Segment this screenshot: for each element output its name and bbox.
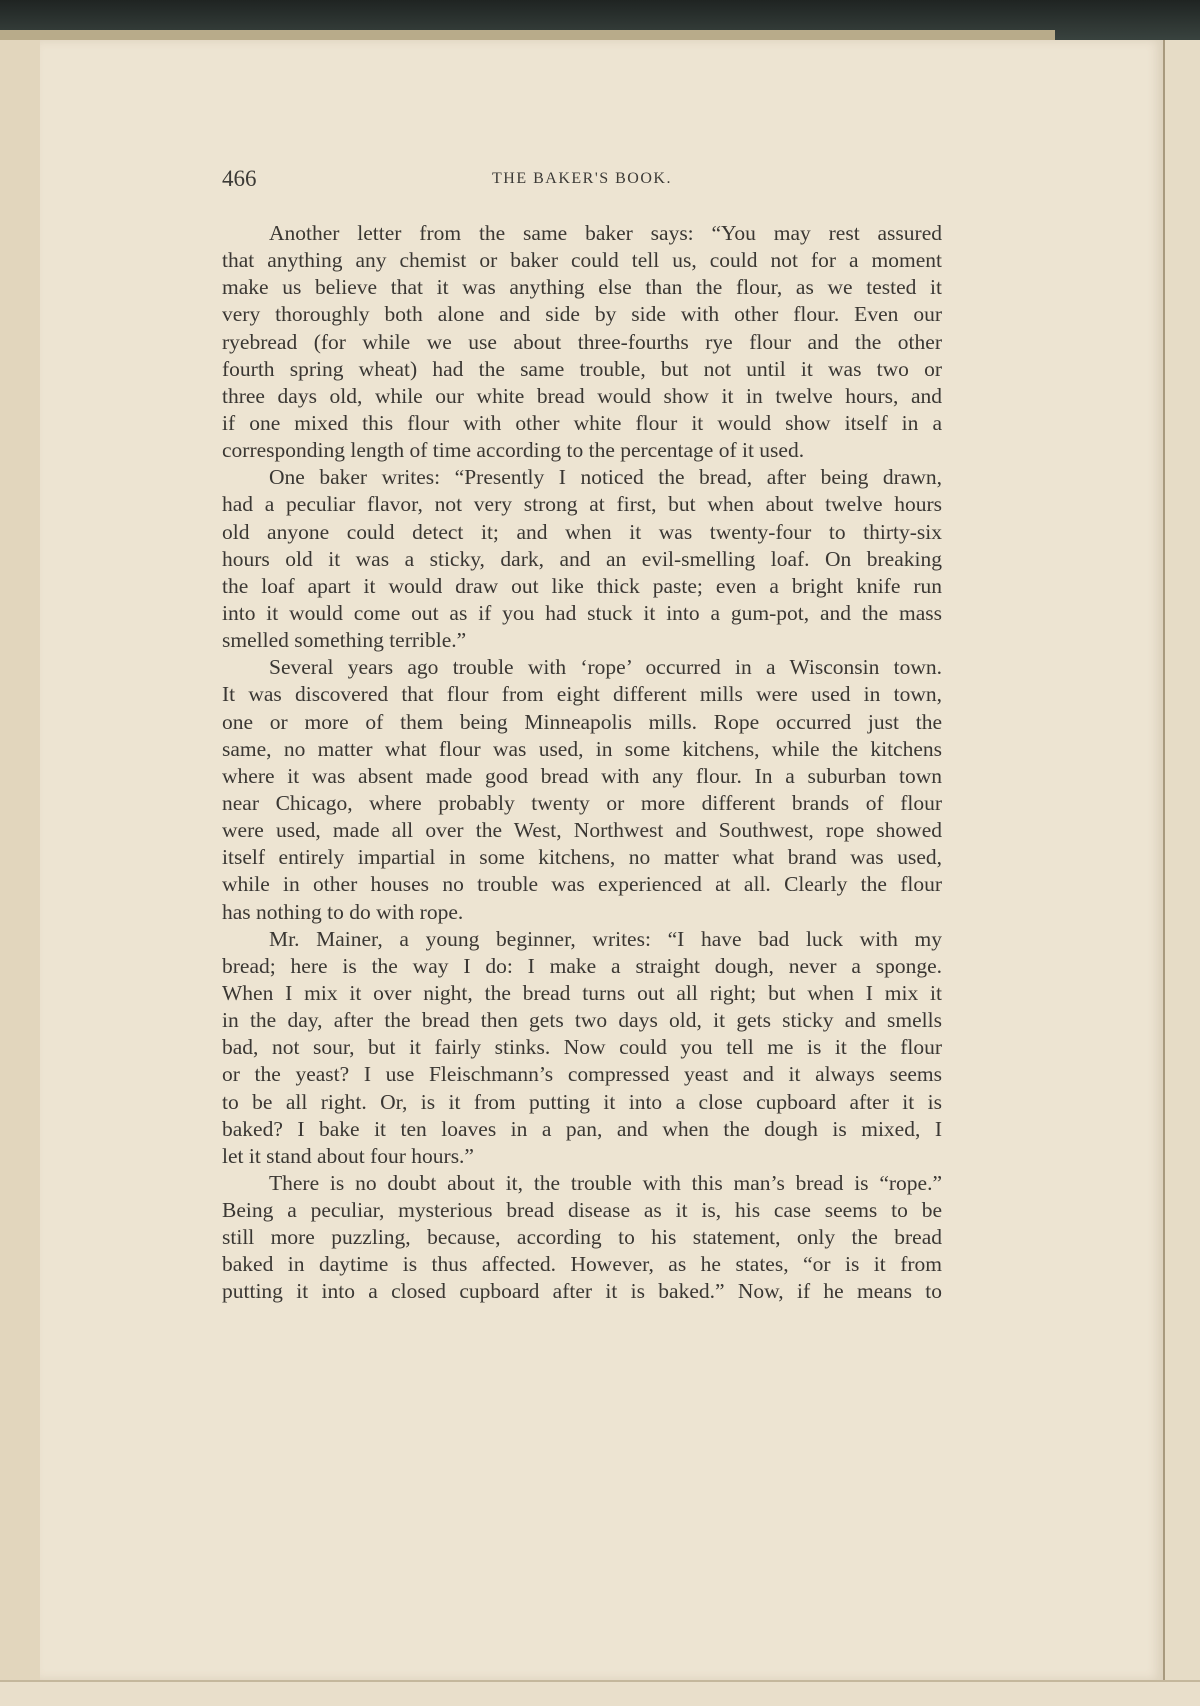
text-line: make us believe that it was anything else than the flour, as we tested it xyxy=(222,275,942,300)
text-line: while in other houses no trouble was experienced at all. Clearly the flour xyxy=(222,872,942,897)
text-line: One baker writes: “Presently I noticed the bread, after being drawn, xyxy=(269,465,942,490)
text-line: still more puzzling, because, according to his statement, only the bread xyxy=(222,1225,942,1250)
text-line: had a peculiar flavor, not very strong at first, but when about twelve hours xyxy=(222,492,942,517)
page-body-text xyxy=(222,220,942,1306)
text-line: There is no doubt about it, the trouble with this man’s bread is “rope.” xyxy=(269,1170,942,1195)
text-line: Being a peculiar, mysterious bread disease as it is, his case seems to be xyxy=(222,1198,942,1223)
text-line: corresponding length of time according to the percentage of it used. xyxy=(222,438,805,463)
text-line: or the yeast? I use Fleischmann’s compressed yeast and it always seems xyxy=(222,1062,942,1087)
paragraph xyxy=(222,654,942,925)
paragraph xyxy=(222,220,942,464)
text-line: to be all right. Or, is it from putting it into a close cupboard after it is xyxy=(222,1089,942,1114)
text-line: bad, not sour, but it fairly stinks. Now could you tell me is it the flour xyxy=(222,1035,942,1060)
paragraph xyxy=(222,926,942,1170)
text-line: the loaf apart it would draw out like thick paste; even a bright knife run xyxy=(222,573,942,598)
text-line: When I mix it over night, the bread turns out all right; but when I mix it xyxy=(222,980,942,1005)
paragraph xyxy=(222,464,942,654)
text-line: same, no matter what flour was used, in some kitchens, while the kitchens xyxy=(222,736,942,761)
page-header xyxy=(222,166,942,196)
text-line: fourth spring wheat) had the same trouble, but not until it was two or xyxy=(222,356,942,381)
text-line: old anyone could detect it; and when it was twenty-four to thirty-six xyxy=(222,519,942,544)
text-line: in the day, after the bread then gets two days old, it gets sticky and smells xyxy=(222,1008,942,1033)
running-head: THE BAKER'S BOOK. xyxy=(492,170,672,187)
text-line: near Chicago, where probably twenty or more different brands of flour xyxy=(222,790,942,815)
text-line: very thoroughly both alone and side by side with other flour. Even our xyxy=(222,302,942,327)
text-line: itself entirely impartial in some kitchens, no matter what brand was used, xyxy=(222,845,942,870)
bottom-page-edge xyxy=(0,1680,1200,1706)
text-line: bread; here is the way I do: I make a straight dough, never a sponge. xyxy=(222,953,942,978)
text-line: has nothing to do with rope. xyxy=(222,899,464,924)
text-line: smelled something terrible.” xyxy=(222,628,467,653)
text-line: Several years ago trouble with ‘rope’ occurred in a Wisconsin town. xyxy=(269,655,942,680)
page-number: 466 xyxy=(222,166,257,191)
text-line: were used, made all over the West, Northwest and Southwest, rope showed xyxy=(222,818,942,843)
text-line: three days old, while our white bread would show it in twelve hours, and xyxy=(222,383,942,408)
text-line: let it stand about four hours.” xyxy=(222,1143,474,1168)
text-line: into it would come out as if you had stuck it into a gum-pot, and the mass xyxy=(222,600,942,625)
right-page-edge xyxy=(1163,40,1200,1680)
text-line: Mr. Mainer, a young beginner, writes: “I have bad luck with my xyxy=(269,926,942,951)
text-line: ryebread (for while we use about three-fourths rye flour and the other xyxy=(222,329,942,354)
text-line: putting it into a closed cupboard after it is baked.” Now, if he means to xyxy=(222,1279,942,1304)
left-page-edge xyxy=(0,40,41,1680)
text-line: hours old it was a sticky, dark, and an evil-smelling loaf. On breaking xyxy=(222,546,942,571)
text-line: one or more of them being Minneapolis mills. Rope occurred just the xyxy=(222,709,942,734)
paragraph xyxy=(222,1170,942,1306)
text-line: baked? I bake it ten loaves in a pan, and when the dough is mixed, I xyxy=(222,1116,942,1141)
text-line: baked in daytime is thus affected. However, as he states, “or is it from xyxy=(222,1252,942,1277)
text-line: where it was absent made good bread with any flour. In a suburban town xyxy=(222,763,942,788)
text-line: Another letter from the same baker says: “You may rest assured xyxy=(269,221,942,245)
text-line: if one mixed this flour with other white flour it would show itself in a xyxy=(222,410,942,435)
text-line: that anything any chemist or baker could tell us, could not for a moment xyxy=(222,248,942,273)
text-line: It was discovered that flour from eight different mills were used in town, xyxy=(222,682,942,707)
